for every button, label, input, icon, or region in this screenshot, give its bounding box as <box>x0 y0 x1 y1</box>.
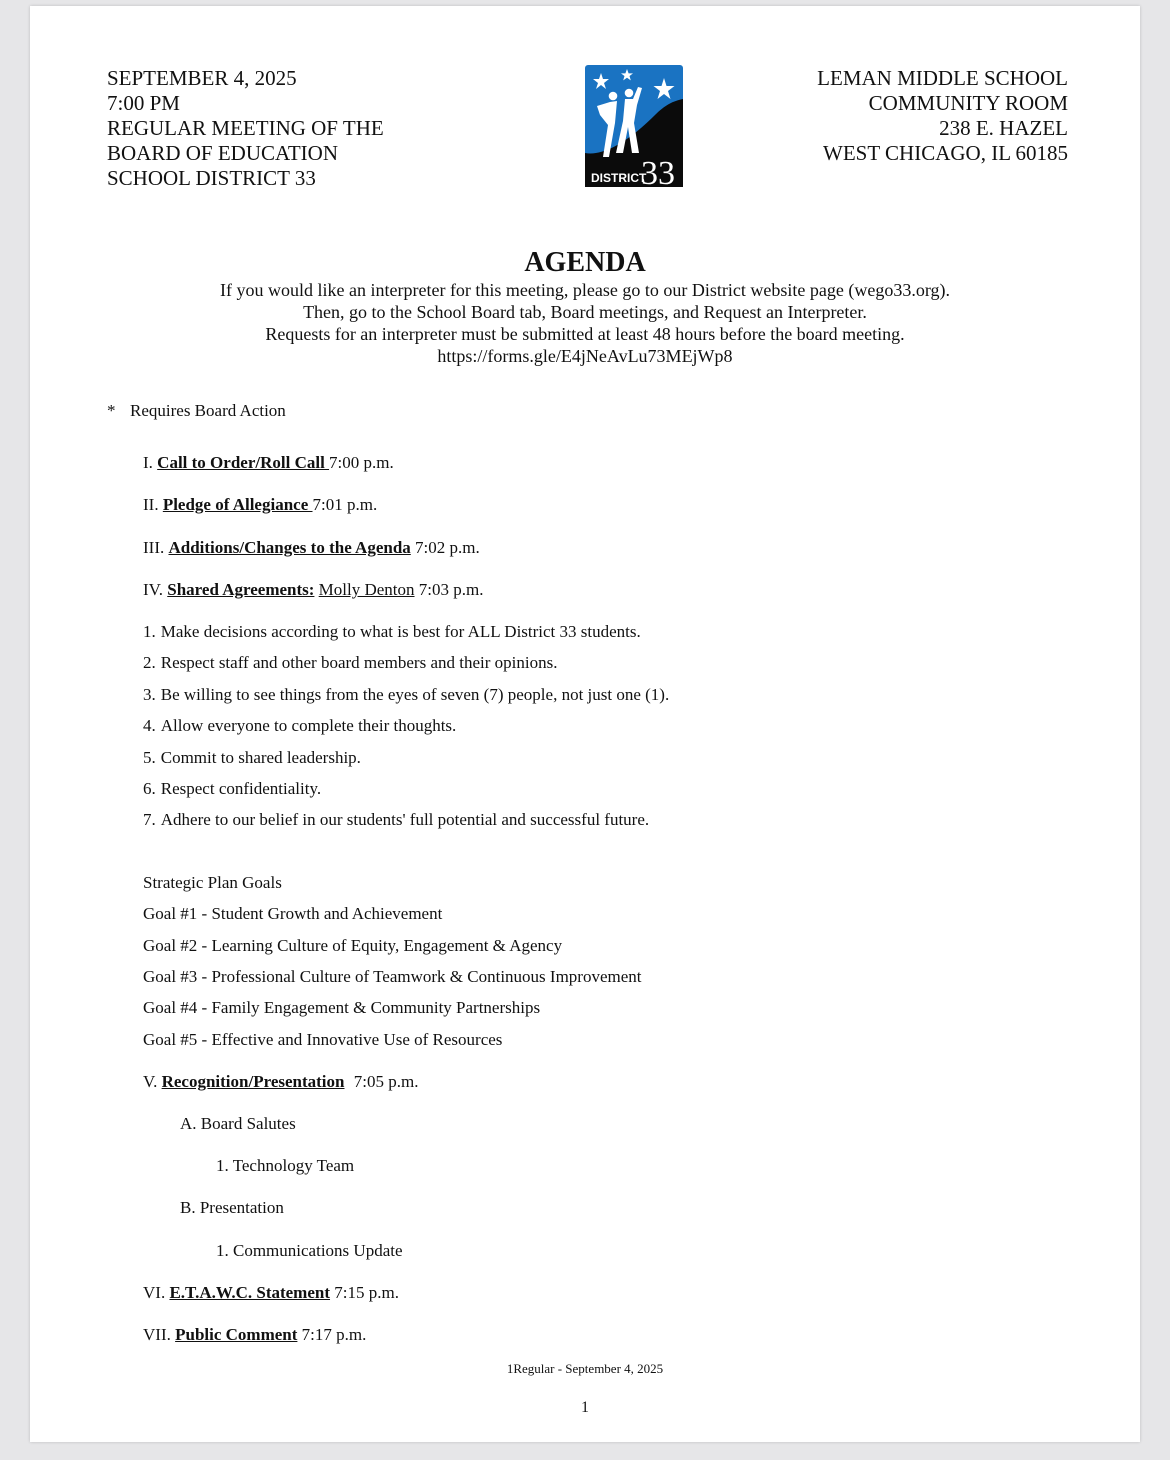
running-footer: 1Regular - September 4, 2025 <box>506 1361 664 1376</box>
list-text: Respect confidentiality. <box>160 779 322 798</box>
agenda-item-v <box>143 1072 418 1092</box>
list-item <box>143 685 669 705</box>
list-text: Adhere to our belief in our students' full potential and successful future. <box>160 810 650 829</box>
meeting-time: 7:00 PM <box>107 91 180 115</box>
location-school: LEMAN MIDDLE SCHOOL <box>817 66 1068 90</box>
agenda-item-vi <box>143 1283 399 1303</box>
meeting-info <box>107 66 384 191</box>
item-time: 7:15 p.m. <box>334 1283 399 1302</box>
list-number: 6. <box>143 779 156 798</box>
list-number: 3. <box>143 685 156 704</box>
meeting-type-line1: REGULAR MEETING OF THE <box>107 116 384 140</box>
item-title: Call to Order/Roll Call <box>157 453 330 472</box>
item-number: V. <box>143 1072 158 1091</box>
item-title: Public Comment <box>175 1325 298 1344</box>
item-number: IV. <box>143 580 163 599</box>
presenter-name: Molly Denton <box>318 580 415 599</box>
interpreter-notice <box>30 279 1140 367</box>
agenda-item-ii <box>143 495 377 515</box>
meeting-type-line2: BOARD OF EDUCATION <box>107 141 339 165</box>
svg-text:DISTRICT: DISTRICT <box>591 171 647 185</box>
document-page <box>30 6 1140 1442</box>
agenda-item-vii <box>143 1325 366 1345</box>
list-number: 4. <box>143 716 156 735</box>
list-text: Respect staff and other board members and their opinions. <box>160 653 558 672</box>
list-text: Commit to shared leadership. <box>160 748 361 767</box>
list-number: 2. <box>143 653 156 672</box>
agenda-item-iv <box>143 580 483 600</box>
list-text: Make decisions according to what is best for ALL District 33 students. <box>160 622 641 641</box>
meeting-location <box>817 66 1068 166</box>
goal-item: Goal #1 - Student Growth and Achievement <box>143 904 443 923</box>
list-item <box>143 653 557 673</box>
list-number: 5. <box>143 748 156 767</box>
goal-item: Goal #4 - Family Engagement & Community Partnerships <box>143 998 541 1017</box>
legend-text: Requires Board Action <box>130 401 286 420</box>
sub-item-presentation: B. Presentation <box>180 1198 284 1217</box>
location-city: WEST CHICAGO, IL 60185 <box>823 141 1068 165</box>
item-time: 7:00 p.m. <box>329 453 394 472</box>
location-street: 238 E. HAZEL <box>939 116 1068 140</box>
item-number: III. <box>143 538 165 557</box>
strategic-plan-heading: Strategic Plan Goals <box>143 873 282 892</box>
sub-item-board-salutes: A. Board Salutes <box>180 1114 296 1133</box>
list-item <box>143 622 641 642</box>
list-item <box>143 748 361 768</box>
location-room: COMMUNITY ROOM <box>868 91 1068 115</box>
item-title: E.T.A.W.C. Statement <box>169 1283 331 1302</box>
sub-sub-item-communications-update: 1. Communications Update <box>216 1241 403 1260</box>
list-text: Allow everyone to complete their thoughts. <box>160 716 457 735</box>
asterisk-symbol: * <box>107 401 116 420</box>
item-title: Pledge of Allegiance <box>162 495 313 514</box>
district-33-logo <box>585 65 683 187</box>
interpreter-form-link[interactable]: https://forms.gle/E4jNeAvLu73MEjWp8 <box>437 346 733 366</box>
goal-item: Goal #3 - Professional Culture of Teamwork & Continuous Improvement <box>143 967 642 986</box>
item-title: Shared Agreements: <box>167 580 315 599</box>
svg-text:33: 33 <box>641 155 675 187</box>
agenda-item-iii <box>143 538 480 558</box>
meeting-date: SEPTEMBER 4, 2025 <box>107 66 297 90</box>
item-time: 7:03 p.m. <box>418 580 484 599</box>
item-time: 7:01 p.m. <box>312 495 378 514</box>
board-action-legend <box>107 401 286 421</box>
list-number: 7. <box>143 810 156 829</box>
item-number: II. <box>143 495 159 514</box>
item-number: VII. <box>143 1325 171 1344</box>
item-time: 7:05 p.m. <box>353 1072 419 1091</box>
goal-item: Goal #2 - Learning Culture of Equity, Engagement & Agency <box>143 936 563 955</box>
list-item <box>143 779 321 799</box>
district-name: SCHOOL DISTRICT 33 <box>107 166 316 190</box>
list-item <box>143 810 649 830</box>
agenda-item-i <box>143 453 394 473</box>
interpreter-line-3: Requests for an interpreter must be submitted at least 48 hours before the board meeting. <box>265 324 905 344</box>
item-title: Recognition/Presentation <box>161 1072 345 1091</box>
item-time: 7:02 p.m. <box>415 538 480 557</box>
item-number: VI. <box>143 1283 166 1302</box>
page-number: 1 <box>581 1399 589 1416</box>
interpreter-line-1: If you would like an interpreter for this meeting, please go to our District website page (wego33.org). <box>220 280 950 300</box>
item-time: 7:17 p.m. <box>301 1325 367 1344</box>
item-title: Additions/Changes to the Agenda <box>168 538 411 557</box>
list-text: Be willing to see things from the eyes of seven (7) people, not just one (1). <box>160 685 670 704</box>
list-item <box>143 716 456 736</box>
interpreter-line-2: Then, go to the School Board tab, Board meetings, and Request an Interpreter. <box>303 302 867 322</box>
goal-item: Goal #5 - Effective and Innovative Use of Resources <box>143 1030 503 1049</box>
list-number: 1. <box>143 622 156 641</box>
agenda-title: AGENDA <box>524 247 646 278</box>
sub-sub-item-technology-team: 1. Technology Team <box>216 1156 355 1175</box>
item-number: I. <box>143 453 153 472</box>
